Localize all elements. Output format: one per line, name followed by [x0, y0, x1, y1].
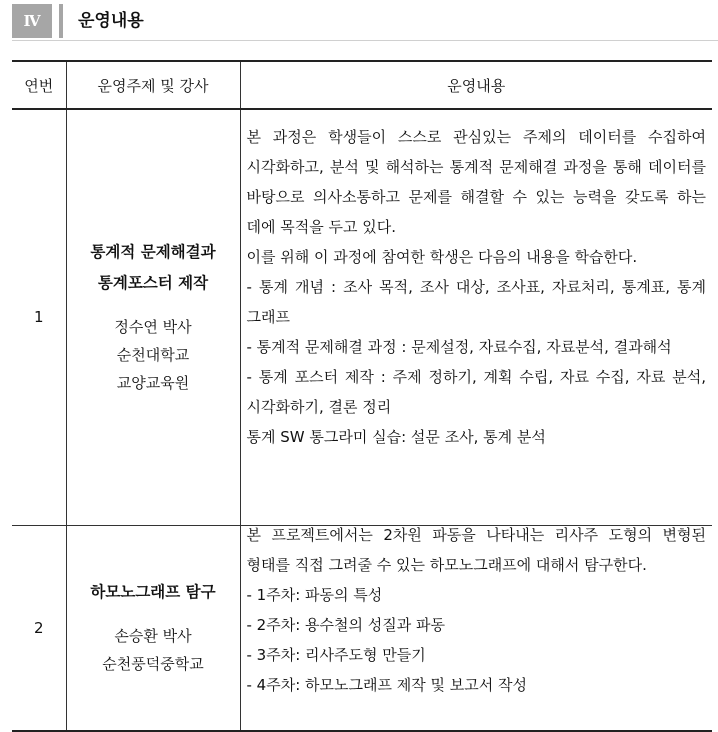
- content-list-item: - 통계 포스터 제작 : 주제 정하기, 계획 수립, 자료 수집, 자료 분석, 시각화하기, 결론 정리: [246, 368, 706, 416]
- section-header: [12, 2, 718, 40]
- content-cell: [240, 525, 712, 731]
- header-no: 연번: [12, 61, 66, 109]
- content-cell: [240, 109, 712, 525]
- content-body: [241, 520, 713, 706]
- content-list-item: - 1주차: 파동의 특성: [246, 585, 383, 604]
- instructor-info: [67, 313, 240, 397]
- section-title-bar: [59, 4, 63, 38]
- content-paragraph: 본 프로젝트에서는 2차원 파동을 나타내는 리사주 도형의 변형된 형태를 직접 그려줄 수 있는 하모노그래프에 대해서 탐구한다.: [246, 525, 706, 574]
- table-row: [12, 525, 712, 731]
- instructor-dept: 교양교육원: [116, 374, 190, 393]
- instructor-name: 정수연 박사: [114, 318, 192, 337]
- content-list-item: - 4주차: 하모노그래프 제작 및 보고서 작성: [246, 675, 527, 694]
- topic-title: 하모노그래프 탐구: [90, 583, 216, 602]
- row-number: 2: [12, 525, 66, 731]
- table-header-row: [12, 61, 712, 109]
- topic-cell: [66, 109, 240, 525]
- row-number: 1: [12, 109, 66, 525]
- content-paragraph: 본 과정은 학생들이 스스로 관심있는 주제의 데이터를 수집하여 시각화하고, 분석 및 해석하는 통계적 문제해결 과정을 통해 데이터를 바탕으로 의사소통하고 문제를 해결할 수 있는 능력을 갖도록 하는 데에 목적을 두고 있다.: [246, 128, 706, 236]
- content-paragraph: 이를 위해 이 과정에 참여한 학생은 다음의 내용을 학습한다.: [246, 248, 638, 266]
- topic-cell: [66, 525, 240, 731]
- instructor-info: [67, 622, 240, 678]
- section-divider: [12, 40, 718, 41]
- content-list-item: - 3주차: 리사주도형 만들기: [246, 645, 426, 664]
- section-number-badge: Ⅳ: [12, 4, 52, 38]
- table-row: [12, 109, 712, 525]
- instructor-name: 손승환 박사: [114, 627, 192, 646]
- content-list-item: - 통계적 문제해결 과정 : 문제설정, 자료수집, 자료분석, 결과해석: [246, 338, 672, 356]
- topic-title: 통계포스터 제작: [97, 274, 209, 293]
- topic-title: 통계적 문제해결과: [90, 243, 216, 262]
- header-content: 운영내용: [240, 61, 712, 109]
- operations-table: [12, 60, 712, 732]
- instructor-org: 순천대학교: [116, 346, 190, 365]
- content-paragraph: 통계 SW 통그라미 실습: 설문 조사, 통계 분석: [246, 428, 546, 446]
- header-topic: 운영주제 및 강사: [66, 61, 240, 109]
- content-list-item: - 통계 개념 : 조사 목적, 조사 대상, 조사표, 자료처리, 통계표, 통계 그래프: [246, 278, 706, 326]
- content-body: [241, 110, 713, 458]
- content-list-item: - 2주차: 용수철의 성질과 파동: [246, 615, 445, 634]
- section-title: 운영내용: [78, 11, 144, 31]
- instructor-org: 순천풍덕중학교: [102, 655, 204, 674]
